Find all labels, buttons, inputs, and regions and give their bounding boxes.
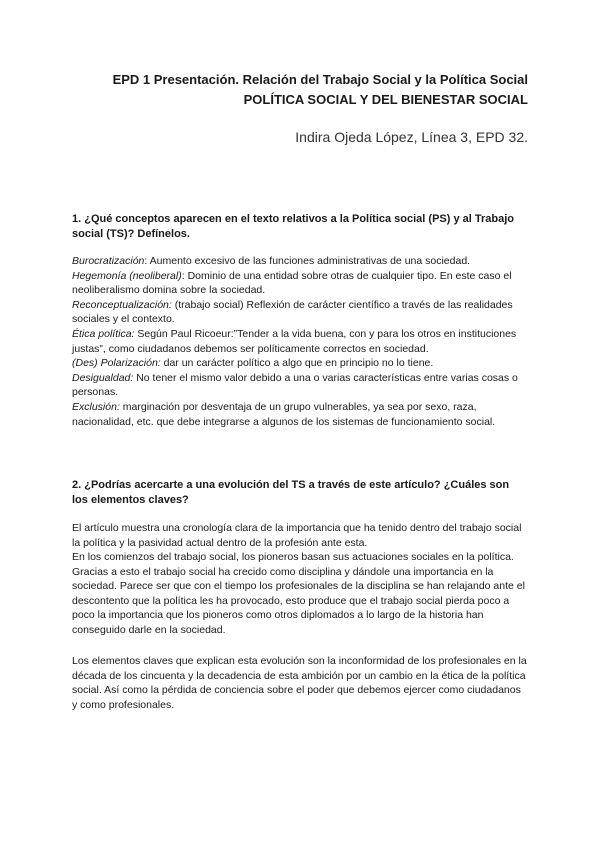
definition-separator: : [144,255,150,267]
definition-item [72,356,528,371]
definition-item [72,254,528,269]
definition-text: Aumento excesivo de las funciones administrativas de una sociedad. [149,255,471,267]
title-line-2: POLÍTICA SOCIAL Y DEL BIENESTAR SOCIAL [243,92,528,107]
definition-text: Dominio de una entidad sobre otras de cualquier tipo. En este caso el neoliberalismo domina sobre la sociedad. [72,269,512,297]
title-line-1: EPD 1 Presentación. Relación del Trabajo Social y la Política Social [112,72,528,87]
question-2-heading: 2. ¿Podrías acercarte a una evolución del TS a través de este artículo? ¿Cuáles son los elementos claves? [72,479,510,506]
definition-separator: : [181,269,188,282]
definitions-list [72,254,528,429]
definition-text: Según Paul Ricoeur:”Tender a la vida buena, con y para los otros en instituciones justas”, como ciudadanos debemos ser políticamente correctos en sociedad. [72,327,517,355]
definition-term: (Des) Polarización: [72,357,161,370]
definition-term: Ética política: [72,327,135,340]
definition-text: dar un carácter político a algo que en principio no lo tiene. [163,357,434,370]
answer-paragraph-3: Los elementos claves que explican esta evolución son la inconformidad de los profesionales en la década de los cincuenta y la decadencia de esta ambición por un cambio en la ética de la política social. Así como la pérdida de conciencia sobre el poder que debemos ejercer como ciudadanos y como profesionales. [72,655,527,711]
definition-term: Desigualdad: [72,371,134,384]
document-title [72,70,528,110]
definition-term: Exclusión: [72,400,120,413]
definition-text: No tener el mismo valor debido a una o varias características entre varias cosas o personas. [72,371,518,399]
definition-term: Burocratización [72,255,145,267]
definition-term: Reconceptualización: [72,298,172,311]
definition-item [72,298,528,327]
definition-item [72,400,528,429]
author-line: Indira Ojeda López, Línea 3, EPD 32. [295,129,528,145]
definition-item [72,371,528,400]
definition-item [72,327,528,356]
answer-paragraph-2: En los comienzos del trabajo social, los pioneros basan sus actuaciones sociales en la política. Gracias a esto el trabajo social ha crecido como disciplina y dándole una importancia en la sociedad. Parece ser que con el tiempo los profesionales de la disciplina se han relajando ante el descontento que la política les ha provocado, esto produce que el trabajo social pierda poco a poco la importancia que los pioneros como otros diplomados a lo largo de la historia han conseguido darle en la sociedad. [72,551,525,636]
document-page [72,0,528,848]
definition-text: marginación por desventaja de un grupo vulnerables, ya sea por sexo, raza, nacionalidad, etc. que debe integrarse a algunos de los sistemas de funcionamiento social. [72,400,496,428]
answer-paragraph-1: El artículo muestra una cronología clara de la importancia que ha tenido dentro del trabajo social la política y la pasividad actual dentro de la profesión ante esta. [72,522,522,549]
definition-term: Hegemonía (neoliberal) [72,269,182,282]
definition-item [72,269,528,298]
definition-text: (trabajo social) Reflexión de carácter científico a través de las realidades sociales y el contexto. [72,298,513,326]
question-1-heading: 1. ¿Qué conceptos aparecen en el texto relativos a la Política social (PS) y al Trabajo social (TS)? Defínelos. [72,213,514,240]
